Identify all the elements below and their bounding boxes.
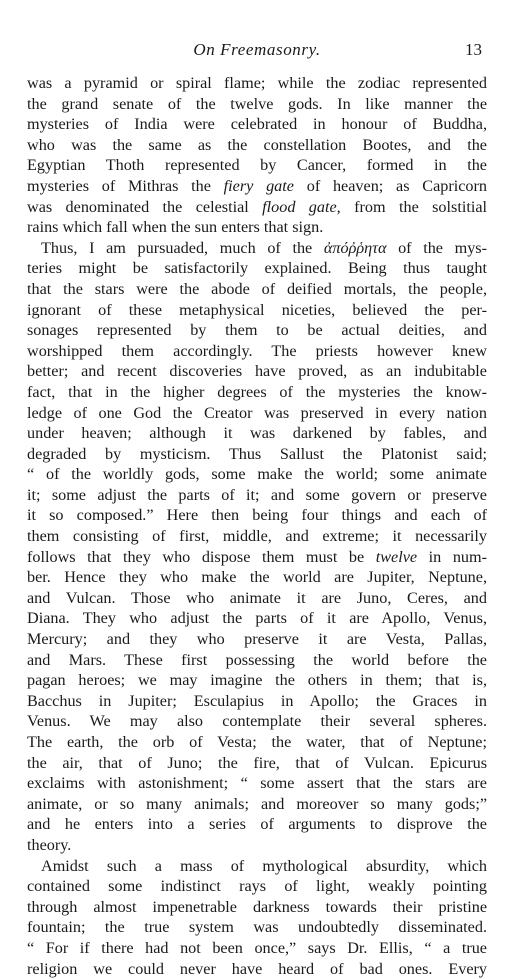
- text-segment: from the solstitial: [340, 197, 487, 216]
- text-line: [27, 629, 487, 650]
- text-segment: was denominated the celestial: [27, 197, 263, 216]
- text-line: [27, 670, 487, 691]
- text-line: [27, 217, 487, 238]
- text-line: [27, 135, 487, 156]
- text-line: [27, 361, 487, 382]
- text-segment: Mercury; and they who preserve it are Vesta, Pallas,: [27, 630, 487, 649]
- text-line: [27, 444, 487, 465]
- text-line: [27, 238, 487, 259]
- text-segment: Thus, I am pursuaded, much of the: [41, 238, 324, 257]
- text-segment: fountain; the true system was undoubtedly disseminated.: [27, 918, 487, 937]
- text-line: [27, 897, 487, 918]
- text-line: [27, 155, 487, 176]
- text-segment: it; some adjust the parts of it; and some govern or preserve: [27, 485, 487, 504]
- text-line: [27, 382, 487, 403]
- text-line: [27, 938, 487, 959]
- text-segment: mysteries of India were celebrated in honour of Buddha,: [27, 115, 487, 134]
- text-segment: ber. Hence they who make the world are Jupiter, Neptune,: [27, 568, 487, 587]
- text-segment: mysteries of Mithras the: [27, 176, 224, 195]
- text-segment: and Mars. These first possessing the world before the: [27, 650, 487, 669]
- text-line: [27, 300, 487, 321]
- text-segment: animate, or so many animals; and moreover so many gods;”: [27, 794, 487, 813]
- text-segment: The earth, the orb of Vesta; the water, that of Neptune;: [27, 733, 487, 751]
- text-segment: under heaven; although it was darkened by fables, and: [27, 424, 487, 443]
- text-segment: teries might be satisfactorily explained. Being thus taught: [27, 259, 487, 278]
- text-line: [27, 403, 487, 424]
- text-segment: ignorant of these metaphysical niceties, believed the per-: [27, 300, 487, 319]
- page-number: 13: [465, 40, 482, 59]
- text-line: [27, 197, 487, 218]
- text-segment: them consisting of first, middle, and extreme; it necessarily: [27, 527, 487, 546]
- text-line: [27, 917, 487, 938]
- text-segment: religion we could never have heard of bad ones. Every: [27, 959, 487, 978]
- text-segment: pagan heroes; we may imagine the others in them; that is,: [27, 671, 487, 690]
- text-segment: and he enters into a series of arguments to disprove the: [27, 815, 487, 834]
- text-segment: fact, that in the higher degrees of the mysteries the know-: [27, 382, 487, 401]
- text-line: [27, 691, 487, 712]
- text-segment: that the stars were the abode of deified mortals, the people,: [27, 279, 487, 298]
- text-line: [27, 608, 487, 629]
- text-segment: who was the same as the constellation Bootes, and the: [27, 135, 487, 154]
- text-line: [27, 732, 487, 753]
- text-line: [27, 773, 487, 794]
- text-line: [27, 279, 487, 300]
- text-segment: was a pyramid or spiral flame; while the zodiac represented: [27, 74, 487, 92]
- text-segment: of the mys-: [386, 238, 487, 257]
- text-line: [27, 959, 487, 979]
- text-segment: the air, that of Juno; the fire, that of Vulcan. Epicurus: [27, 753, 487, 772]
- text-segment: it so composed.” Here then being four things and each of: [27, 506, 487, 525]
- text-line: [27, 588, 487, 609]
- text-segment: Egyptian Thoth represented by Cancer, formed in the: [27, 156, 487, 175]
- text-line: [27, 94, 487, 115]
- text-segment: exclaims with astonishment; “ some assert that the stars are: [27, 774, 487, 793]
- text-segment: Diana. They who adjust the parts of it are Apollo, Venus,: [27, 609, 487, 628]
- text-line: [27, 464, 487, 485]
- text-line: [27, 794, 487, 815]
- text-line: [27, 423, 487, 444]
- body-text: [27, 73, 487, 979]
- text-line: [27, 835, 487, 856]
- italic-phrase: fiery gate: [223, 176, 294, 195]
- text-line: [27, 176, 487, 197]
- text-line: [27, 567, 487, 588]
- text-line: [27, 650, 487, 671]
- text-line: [27, 258, 487, 279]
- text-segment: the grand senate of the twelve gods. In like manner the: [27, 94, 487, 113]
- text-segment: Amidst such a mass of mythological absurdity, which: [41, 856, 487, 875]
- text-line: [27, 876, 487, 897]
- text-segment: and Vulcan. Those who animate it are Juno, Ceres, and: [27, 588, 487, 607]
- text-line: [27, 341, 487, 362]
- text-line: [27, 753, 487, 774]
- italic-phrase: flood gate,: [262, 197, 341, 216]
- text-segment: “ of the worldly gods, some make the world; some animate: [27, 465, 487, 484]
- text-line: [27, 485, 487, 506]
- text-line: [27, 505, 487, 526]
- text-segment: degraded by mysticism. Thus Sallust the Platonist said;: [27, 444, 487, 463]
- text-segment: Venus. We may also contemplate their several spheres.: [27, 712, 487, 731]
- text-segment: follows that they who dispose them must be: [27, 547, 376, 566]
- text-segment: of heaven; as Capricorn: [293, 176, 488, 195]
- text-segment: worshipped them accordingly. The priests however knew: [27, 341, 487, 360]
- text-segment: “ For if there had not been once,” says Dr. Ellis, “ a true: [27, 938, 487, 957]
- text-line: [27, 73, 487, 94]
- text-segment: ledge of one God the Creator was preserved in every nation: [27, 403, 487, 422]
- text-segment: rains which fall when the sun enters that sign.: [27, 218, 324, 237]
- text-line: [27, 814, 487, 835]
- text-segment: Bacchus in Jupiter; Esculapius in Apollo; the Graces in: [27, 691, 487, 710]
- text-line: [27, 114, 487, 135]
- running-title: On Freemasonry.: [193, 40, 321, 59]
- text-line: [27, 547, 487, 568]
- text-line: [27, 856, 487, 877]
- text-segment: contained some indistinct rays of light, weakly pointing: [27, 877, 487, 896]
- text-segment: sonages represented by them to be actual deities, and: [27, 321, 487, 340]
- text-line: [27, 526, 487, 547]
- text-segment: in num-: [417, 547, 487, 566]
- text-segment: theory.: [27, 835, 72, 854]
- text-line: [27, 320, 487, 341]
- text-segment: better; and recent discoveries have proved, as an indubitable: [27, 362, 487, 381]
- greek-word: ἀπόῤῥητα: [323, 238, 387, 257]
- italic-phrase: twelve: [375, 547, 418, 566]
- text-line: [27, 711, 487, 732]
- text-segment: through almost impenetrable darkness towards their pristine: [27, 897, 487, 916]
